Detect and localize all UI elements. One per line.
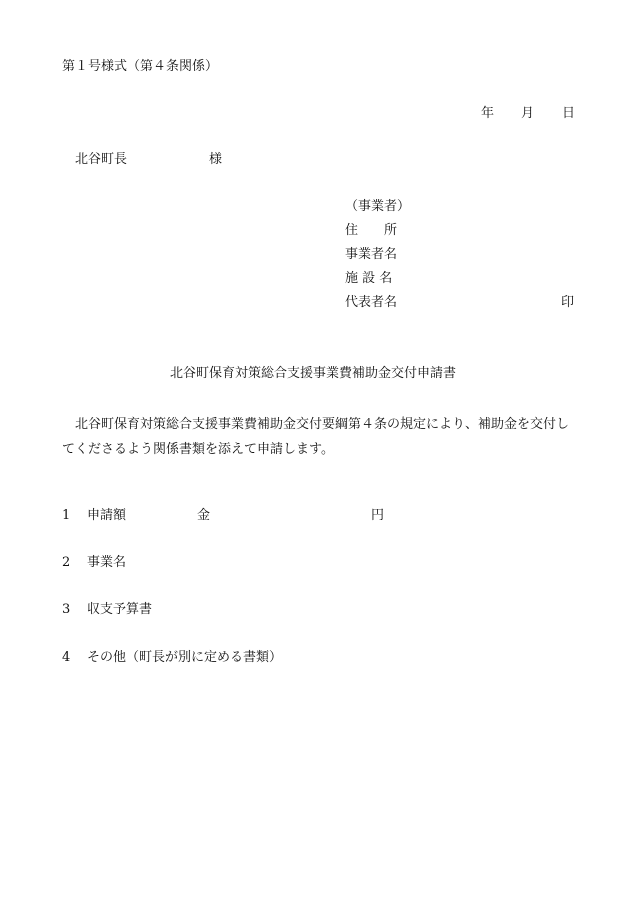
item-number: 1 xyxy=(62,508,71,523)
item-label: 収支予算書 xyxy=(87,602,153,617)
amount-unit: 円 xyxy=(371,508,385,523)
addressee-name: 北谷町長 xyxy=(75,152,128,167)
list-item xyxy=(62,509,582,525)
applicant-heading: （事業者） xyxy=(345,199,411,214)
date-line xyxy=(0,107,630,123)
item-number: 2 xyxy=(62,555,71,570)
body-paragraph: 北谷町保育対策総合支援事業費補助金交付要綱第４条の規定により、補助金を交付してくださるよう関係書類を添えて申請します。 xyxy=(62,417,570,457)
amount-prefix: 金 xyxy=(197,508,211,523)
addressee-honorific: 様 xyxy=(209,152,223,167)
representative-label: 代表者名 xyxy=(345,295,398,310)
business-name-label: 事業者名 xyxy=(345,247,398,262)
seal-mark: 印 xyxy=(561,295,575,310)
item-number: 4 xyxy=(62,650,71,665)
date-day-label: 日 xyxy=(562,106,576,121)
list-item xyxy=(62,556,582,572)
item-label: 申請額 xyxy=(87,508,127,523)
facility-name-label: 施 設 名 xyxy=(345,271,393,286)
document-title: 北谷町保育対策総合支援事業費補助金交付申請書 xyxy=(170,366,457,381)
form-number: 第１号様式（第４条関係） xyxy=(62,59,219,74)
date-month-label: 月 xyxy=(521,106,535,121)
item-label: 事業名 xyxy=(87,555,127,570)
applicant-block xyxy=(345,200,585,315)
list-item xyxy=(62,603,582,619)
list-item xyxy=(62,651,582,667)
item-label: その他（町長が別に定める書類） xyxy=(87,650,283,665)
date-year-label: 年 xyxy=(481,106,495,121)
item-number: 3 xyxy=(62,602,71,617)
address-label: 住 所 xyxy=(345,223,398,238)
